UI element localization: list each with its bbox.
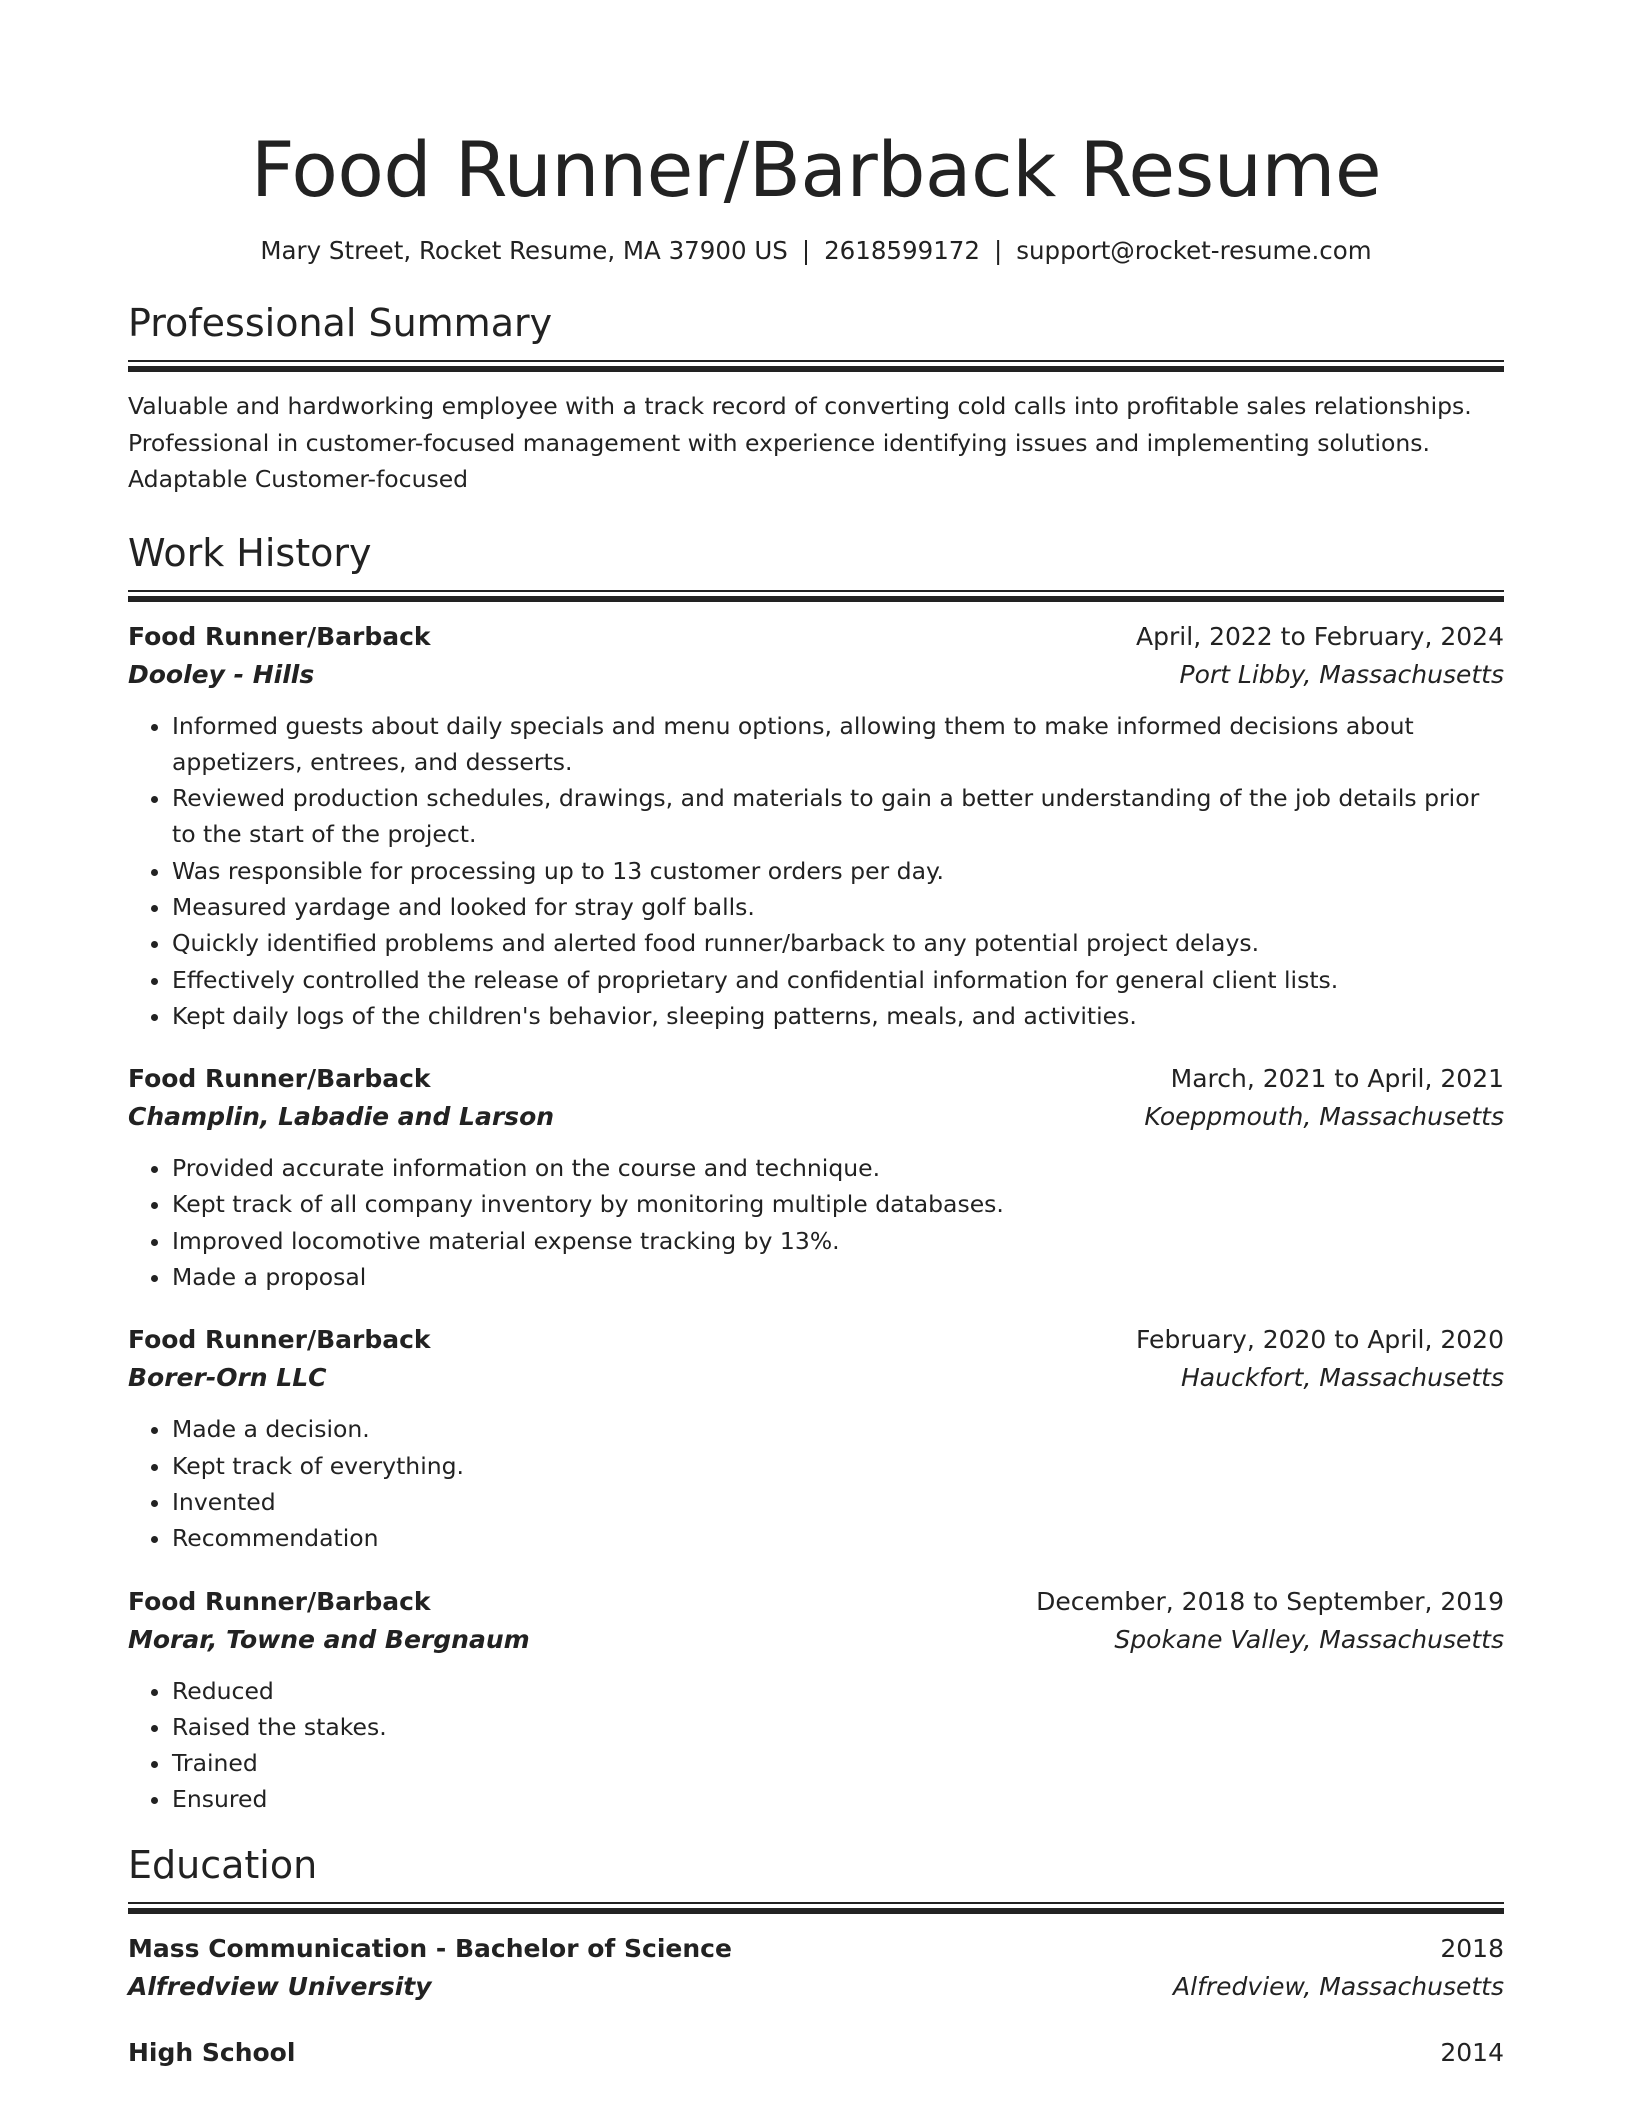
list-item: • Quickly identified problems and alerted food runner/barback to any potential project delays.	[172, 925, 1504, 961]
job-header	[128, 1583, 1504, 1621]
job-dates: April, 2022 to February, 2024	[1136, 621, 1504, 651]
summary-section	[128, 298, 1504, 498]
job-location: Hauckfort, Massachusetts	[1181, 1363, 1504, 1393]
job-entry	[128, 1060, 1504, 1295]
job-location: Port Libby, Massachusetts	[1179, 659, 1504, 689]
job-dates: December, 2018 to September, 2019	[1036, 1586, 1504, 1616]
job-title: Food Runner/Barback	[128, 621, 431, 651]
job-location: Spokane Valley, Massachusetts	[1114, 1624, 1504, 1654]
job-subheader	[128, 1621, 1504, 1659]
job-company: Borer-Orn LLC	[128, 1363, 327, 1393]
list-item: • Informed guests about daily specials and menu options, allowing them to make informed decisions about appetizers, entrees, and desserts.	[172, 708, 1504, 781]
summary-line: Professional in customer-focused management with experience identifying issues and implementing solutions.	[128, 428, 1430, 457]
list-item: • Raised the stakes.	[172, 1709, 1504, 1745]
job-header	[128, 1321, 1504, 1359]
job-subheader	[128, 656, 1504, 694]
list-item: • Measured yardage and looked for stray golf balls.	[172, 889, 1504, 925]
summary-line: Valuable and hardworking employee with a track record of converting cold calls into profitable sales relationships.	[128, 392, 1472, 420]
job-subheader	[128, 1359, 1504, 1397]
education-subheader	[128, 1968, 1504, 2006]
job-entry	[128, 1583, 1504, 1818]
education-year: 2018	[1440, 1933, 1504, 1963]
education-school: Alfredview University	[128, 1971, 432, 2001]
section-divider	[128, 360, 1504, 372]
education-location: Alfredview, Massachusetts	[1173, 1971, 1504, 2001]
list-item: • Trained	[172, 1745, 1504, 1781]
job-subheader	[128, 1098, 1504, 1136]
list-item: • Kept track of all company inventory by monitoring multiple databases.	[172, 1186, 1504, 1222]
job-bullets	[128, 1150, 1504, 1295]
list-item: • Made a proposal	[172, 1259, 1504, 1295]
list-item: • Reviewed production schedules, drawings, and materials to gain a better understanding of the job details prior to the start of the project.	[172, 780, 1504, 853]
job-title: Food Runner/Barback	[128, 1064, 431, 1094]
job-bullets	[128, 1673, 1504, 1818]
summary-text	[128, 388, 1504, 498]
list-item: • Effectively controlled the release of proprietary and confidential information for general client lists.	[172, 962, 1504, 998]
list-item: • Ensured	[172, 1781, 1504, 1817]
job-title: Food Runner/Barback	[128, 1325, 431, 1355]
education-entry	[128, 1930, 1504, 2006]
list-item: • Invented	[172, 1484, 1504, 1520]
job-entry	[128, 618, 1504, 1035]
summary-line: Adaptable Customer-focused	[128, 465, 469, 493]
contact-phone: 2618599172	[824, 236, 980, 265]
job-company: Dooley - Hills	[128, 659, 315, 689]
section-heading-education: Education	[128, 1842, 318, 1887]
education-entry	[128, 2034, 1504, 2072]
list-item: • Made a decision.	[172, 1411, 1504, 1447]
education-year: 2014	[1440, 2037, 1504, 2067]
section-heading-summary: Professional Summary	[128, 301, 553, 345]
list-item: • Kept daily logs of the children's behavior, sleeping patterns, meals, and activities.	[172, 998, 1504, 1034]
job-header	[128, 1060, 1504, 1098]
job-header	[128, 618, 1504, 656]
section-divider	[128, 1902, 1504, 1914]
job-entry	[128, 1321, 1504, 1556]
list-item: • Kept track of everything.	[172, 1448, 1504, 1484]
contact-line	[128, 234, 1504, 268]
job-company: Champlin, Labadie and Larson	[128, 1102, 555, 1132]
section-divider	[128, 590, 1504, 602]
education-degree: Mass Communication - Bachelor of Science	[128, 1933, 732, 1963]
list-item: • Provided accurate information on the course and technique.	[172, 1150, 1504, 1186]
job-dates: March, 2021 to April, 2021	[1170, 1064, 1504, 1094]
list-item: • Improved locomotive material expense tracking by 13%.	[172, 1223, 1504, 1259]
list-item: • Recommendation	[172, 1520, 1504, 1556]
job-location: Koeppmouth, Massachusetts	[1144, 1102, 1504, 1132]
section-heading-work-history: Work History	[128, 530, 372, 575]
job-bullets	[128, 708, 1504, 1035]
work-history-section	[128, 528, 1504, 1818]
education-section	[128, 1840, 1504, 2072]
job-bullets	[128, 1411, 1504, 1556]
job-dates: February, 2020 to April, 2020	[1136, 1325, 1504, 1355]
list-item: • Reduced	[172, 1673, 1504, 1709]
list-item: • Was responsible for processing up to 13 customer orders per day.	[172, 853, 1504, 889]
contact-separator: |	[801, 236, 811, 265]
job-company: Morar, Towne and Bergnaum	[128, 1624, 530, 1654]
contact-separator: |	[993, 236, 1003, 265]
job-title: Food Runner/Barback	[128, 1586, 431, 1616]
education-header	[128, 1930, 1504, 1968]
education-degree: High School	[128, 2037, 296, 2067]
contact-email: support@rocket-resume.com	[1016, 236, 1372, 265]
education-header	[128, 2034, 1504, 2072]
resume-title: Food Runner/Barback Resume	[250, 125, 1382, 214]
contact-address: Mary Street, Rocket Resume, MA 37900 US	[260, 236, 788, 265]
